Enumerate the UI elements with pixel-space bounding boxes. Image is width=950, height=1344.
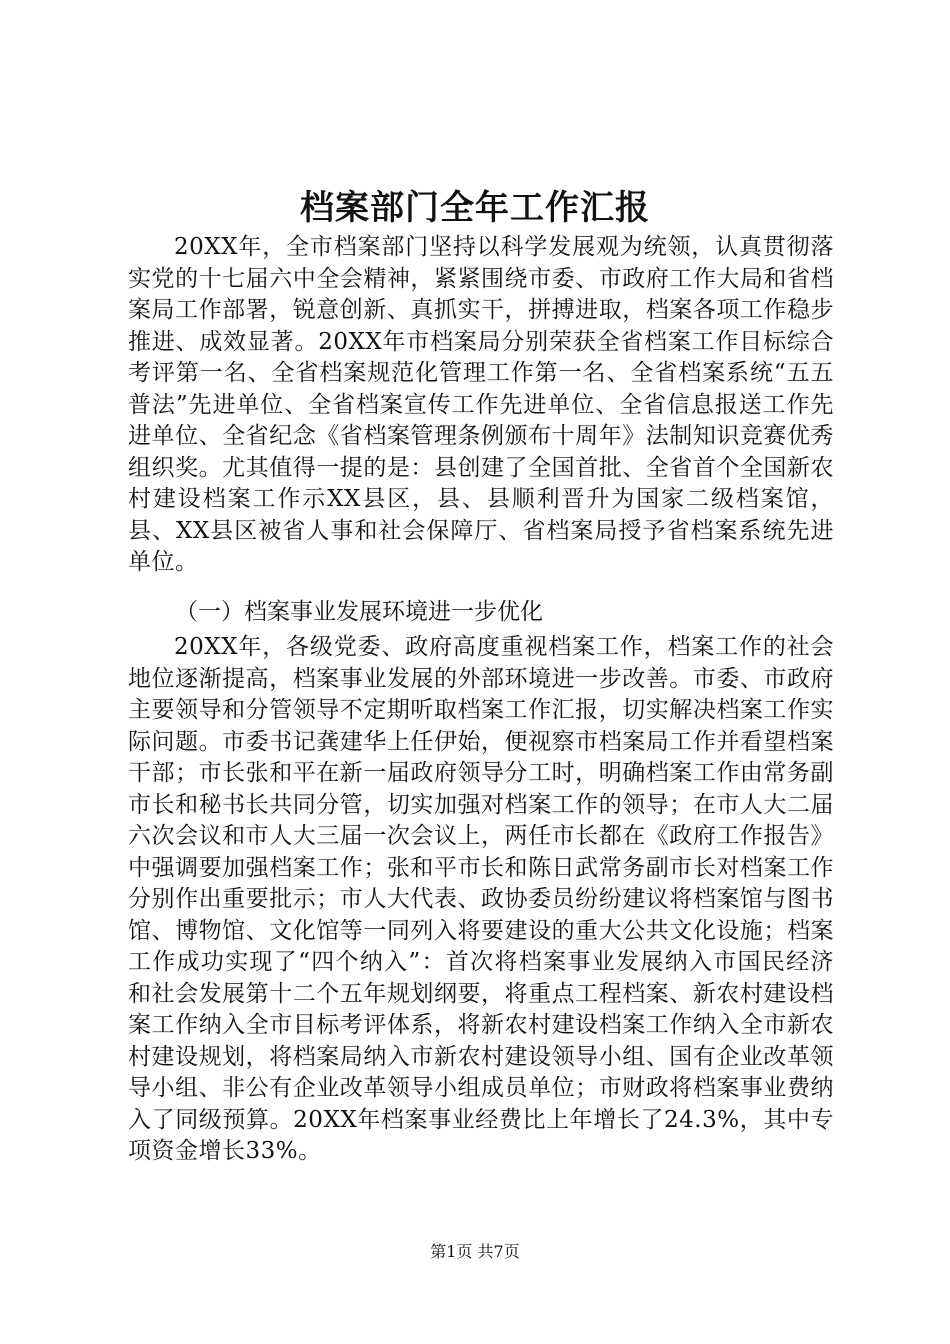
section-heading: （一）档案事业发展环境进一步优化	[175, 599, 543, 625]
paragraph-text: 20XX年，各级党委、政府高度重视档案工作，档案工作的社会地位逐渐提高，档案事业发展的外部环境进一步改善。市委、市政府主要领导和分管领导不定期听取档案工作汇报，切实解决档案工作实际问题。市委书记龚建华上任伊始，便视察市档案局工作并看望档案干部；市长张和平在新一届政府领导分工时，明确档案工作由常务副市长和秘书长共同分管，切实加强对档案工作的领导；在市人大二届六次会议和市人大三届一次会议上，两任市长都在《政府工作报告》中强调要加强档案工作；张和平市长和陈日武常务副市长对档案工作分别作出重要批示；市人大代表、政协委员纷纷建议将档案馆与图书馆、博物馆、文化馆等一同列入将要建设的重大公共文化设施；档案工作成功实现了“四个纳入”：首次将档案事业发展纳入市国民经济和社会发展第十二个五年规划纲要，将重点工程档案、新农村建设档案工作纳入全市目标考评体系，将新农村建设档案工作纳入全市新农村建设规划，将档案局纳入市新农村建设领导小组、国有企业改革领导小组、非公有企业改革领导小组成员单位；市财政将档案事业费纳入了同级预算。20XX年档案事业经费比上年增长了24.3%，其中专项资金增长33%。	[128, 634, 834, 1164]
page-number: 第1页 共7页	[430, 1242, 520, 1261]
document-title: 档案部门全年工作汇报	[300, 188, 650, 228]
paragraph-text: 20XX年，全市档案部门坚持以科学发展观为统领，认真贯彻落实党的十七届六中全会精神，紧紧围绕市委、市政府工作大局和省档案局工作部署，锐意创新、真抓实干，拼搏进取，档案各项工作稳步推进、成效显著。20XX年市档案局分别荣获全省档案工作目标综合考评第一名、全省档案规范化管理工作第一名、全省档案系统“五五普法”先进单位、全省档案宣传工作先进单位、全省信息报送工作先进单位、全省纪念《省档案管理条例颁布十周年》法制知识竞赛优秀组织奖。尤其值得一提的是：县创建了全国首批、全省首个全国新农村建设档案工作示XX县区，县、县顺利晋升为国家二级档案馆，县、XX县区被省人事和社会保障厅、省档案局授予省档案系统先进单位。	[128, 234, 834, 575]
section-paragraph	[128, 632, 834, 1168]
intro-paragraph	[128, 232, 834, 579]
